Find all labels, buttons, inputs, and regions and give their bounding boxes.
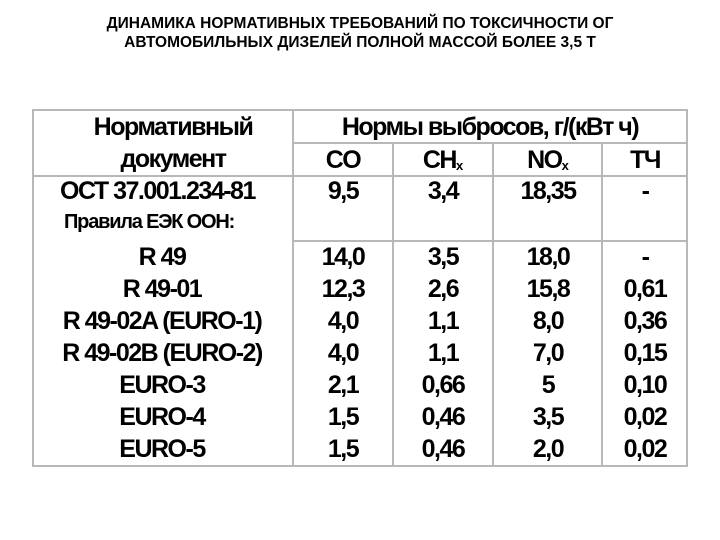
row-pm: 0,15 [623, 339, 667, 367]
row-co: 1,5 [327, 403, 359, 431]
header-norms: Нормы выбросов, г/(кВт ч) [341, 113, 639, 141]
header-divider-norms [292, 142, 688, 144]
row-nox: 5 [541, 371, 555, 399]
header-pm: ТЧ [630, 146, 660, 174]
row-doc: R 49 [138, 243, 186, 271]
row-ch: 1,1 [427, 307, 459, 335]
row-nox: 18,0 [526, 243, 570, 271]
ost-ch: 3,4 [427, 177, 459, 205]
row-nox: 7,0 [532, 339, 564, 367]
row-ch: 3,5 [427, 243, 459, 271]
row-doc: R 49-02B (EURO-2) [62, 339, 262, 367]
ost-pm: - [641, 177, 649, 205]
row-ch: 0,46 [421, 435, 465, 463]
row-doc: R 49-01 [122, 275, 202, 303]
row-ch: 0,66 [421, 371, 465, 399]
row-co: 4,0 [327, 307, 359, 335]
row-ch: 1,1 [427, 339, 459, 367]
row-doc: R 49-02A (EURO-1) [62, 307, 262, 335]
header-ch-sub: x [455, 158, 464, 173]
row-co: 4,0 [327, 339, 359, 367]
table-border-top [32, 109, 688, 111]
header-co: CO [325, 146, 361, 174]
row-co: 1,5 [327, 435, 359, 463]
row-pm: 0,02 [623, 403, 667, 431]
ost-co: 9,5 [327, 177, 359, 205]
header-nox-sub: x [561, 158, 569, 173]
row-co: 14,0 [321, 243, 365, 271]
row-nox: 15,8 [526, 275, 570, 303]
row-doc: EURO-5 [119, 435, 205, 463]
row-pm: - [641, 243, 649, 271]
row-ch: 2,6 [427, 275, 459, 303]
row-nox: 8,0 [532, 307, 564, 335]
row-pm: 0,02 [623, 435, 667, 463]
row-doc: EURO-3 [119, 371, 205, 399]
section-label: Правила ЕЭК ООН: [64, 211, 235, 233]
header-nox-main: NO [527, 146, 562, 174]
header-ch-main: CH [422, 146, 456, 174]
row-pm: 0,61 [623, 275, 667, 303]
title-line-1: ДИНАМИКА НОРМАТИВНЫХ ТРЕБОВАНИЙ ПО ТОКСИЧНОСТИ ОГ [106, 15, 614, 32]
ost-nox: 18,35 [520, 177, 576, 205]
row-ch: 0,46 [421, 403, 465, 431]
row-co: 2,1 [327, 371, 359, 399]
row-pm: 0,10 [623, 371, 667, 399]
ost-doc: ОСТ 37.001.234-81 [60, 177, 255, 205]
table-border-bottom [32, 465, 688, 467]
row-nox: 3,5 [532, 403, 564, 431]
row-doc: EURO-4 [119, 403, 205, 431]
row-pm: 0,36 [623, 307, 667, 335]
header-doc-line2: документ [120, 145, 226, 173]
header-doc-line1: Нормативный [93, 113, 253, 141]
row-nox: 2,0 [532, 435, 564, 463]
row-co: 12,3 [321, 275, 365, 303]
title-line-2: АВТОМОБИЛЬНЫХ ДИЗЕЛЕЙ ПОЛНОЙ МАССОЙ БОЛЕЕ 3,5 Т [124, 34, 596, 51]
